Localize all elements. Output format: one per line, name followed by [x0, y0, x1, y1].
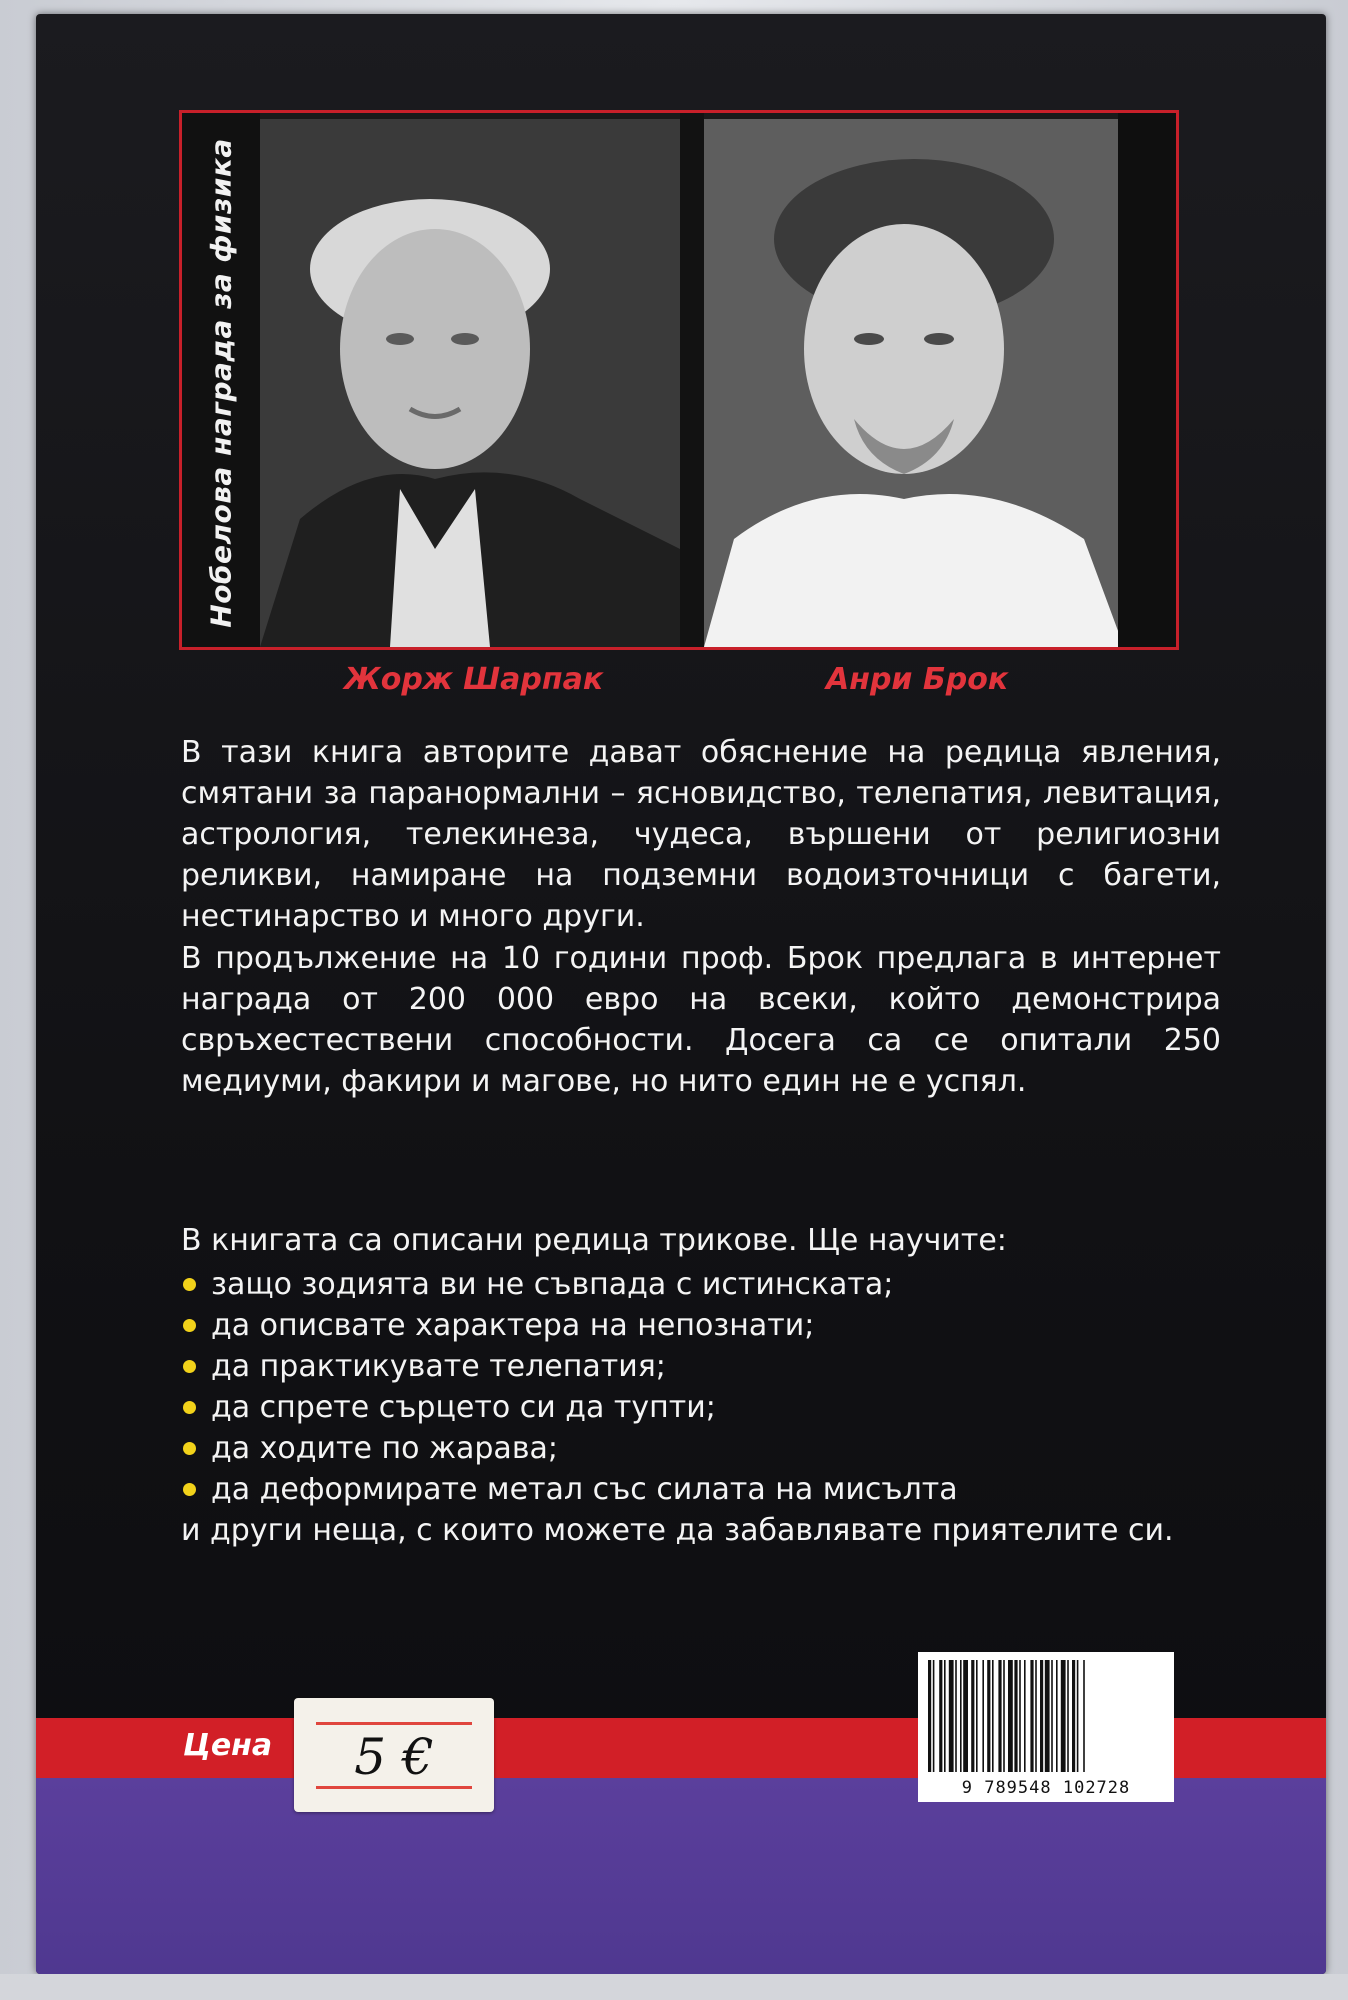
description-paragraph-2: В продължение на 10 години проф. Брок предлага в интернет награда от 200 000 евро на всеки, който демонстрира свръхестествени способности. Досега са се опитали 250 медиуми, факири и магове, но нито един не е успял.: [181, 941, 1221, 1099]
list-item: [181, 1264, 1221, 1305]
price-value: 5 €: [354, 1728, 434, 1786]
bullet-icon: [183, 1360, 196, 1373]
barcode-bar: [1030, 1660, 1033, 1772]
bullet-icon: [183, 1442, 196, 1455]
price-label: Цена: [183, 1728, 273, 1763]
barcode-bar: [1061, 1660, 1066, 1772]
purple-band: [36, 1778, 1326, 1974]
barcode-bar: [982, 1660, 984, 1772]
barcode-bars: [928, 1660, 1164, 1772]
tricks-list: [181, 1264, 1221, 1510]
barcode-bar: [1024, 1660, 1026, 1772]
barcode-bar: [944, 1660, 946, 1772]
list-item-text: да спрете сърцето си да тупти;: [211, 1390, 716, 1425]
barcode-bar: [971, 1660, 974, 1772]
description-paragraph-1: В тази книга авторите дават обяснение на редица явления, смятани за паранормални – ясновидство, телепатия, левитация, астрология, телекинеза, чудеса, вършени от религиозни реликви, намиране на подземни водоизточници с багети, нестинарство и много други.: [181, 735, 1221, 934]
list-intro: В книгата са описани редица трикове. Ще научите:: [181, 1223, 1007, 1258]
list-item: [181, 1469, 1221, 1510]
barcode-bar: [1040, 1660, 1043, 1772]
barcode-bar: [1035, 1660, 1037, 1772]
barcode-bar: [987, 1660, 990, 1772]
list-item-text: да деформирате метал със силата на мисълта: [211, 1472, 958, 1507]
barcode-bar: [933, 1660, 935, 1772]
bullet-icon: [183, 1278, 196, 1291]
barcode-number: 9 789548 102728: [961, 1778, 1131, 1798]
list-item: [181, 1387, 1221, 1428]
barcode-bar: [1051, 1660, 1053, 1772]
bullet-icon: [183, 1401, 196, 1414]
barcode-bar: [1003, 1660, 1005, 1772]
barcode-bar: [1067, 1660, 1069, 1772]
barcode-bar: [992, 1660, 994, 1772]
list-item-text: защо зодията ви не съвпада с истинската;: [211, 1267, 894, 1302]
barcode-bar: [928, 1660, 931, 1772]
barcode-bar: [998, 1660, 1001, 1772]
closing-text: и други неща, с които можете да забавлявате приятелите си.: [181, 1513, 1174, 1548]
portrait-right-illustration: [704, 119, 1124, 647]
list-item: [181, 1346, 1221, 1387]
portrait-right: [704, 119, 1124, 647]
barcode-bar: [960, 1660, 962, 1772]
barcode-bar: [1056, 1660, 1058, 1772]
barcode-bar: [1072, 1660, 1075, 1772]
price-sticker: [294, 1698, 494, 1812]
list-item-text: да описвате характера на непознати;: [211, 1308, 815, 1343]
barcode-bar: [1019, 1660, 1021, 1772]
author-left-name: Жорж Шарпак: [344, 662, 604, 697]
barcode: [918, 1652, 1174, 1802]
list-item: [181, 1428, 1221, 1469]
barcode-bar: [1008, 1660, 1013, 1772]
list-item-text: да практикувате телепатия;: [211, 1349, 666, 1384]
bullet-icon: [183, 1483, 196, 1496]
author-right-name: Анри Брок: [826, 662, 1009, 697]
vertical-title: Нобелова награда за физика: [204, 138, 238, 628]
right-strip: [1118, 113, 1176, 647]
side-strip: [182, 113, 260, 647]
bullet-icon: [183, 1319, 196, 1332]
portrait-left: [260, 119, 680, 647]
book-back-cover: [36, 14, 1326, 1974]
photo-divider: [680, 113, 704, 647]
barcode-bar: [1077, 1660, 1079, 1772]
sticker-line-bottom: [316, 1786, 472, 1789]
barcode-bar: [955, 1660, 957, 1772]
barcode-bar: [949, 1660, 954, 1772]
list-item: [181, 1305, 1221, 1346]
barcode-bar: [1014, 1660, 1017, 1772]
barcode-bar: [1083, 1660, 1085, 1772]
barcode-bar: [1045, 1660, 1050, 1772]
barcode-bar: [976, 1660, 978, 1772]
barcode-bar: [963, 1660, 968, 1772]
list-item-text: да ходите по жарава;: [211, 1431, 558, 1466]
sticker-line-top: [316, 1722, 472, 1725]
author-photos-frame: [179, 110, 1179, 650]
barcode-bar: [939, 1660, 942, 1772]
photo-bottom-edge: [0, 1974, 1348, 2000]
portrait-left-illustration: [260, 119, 680, 647]
